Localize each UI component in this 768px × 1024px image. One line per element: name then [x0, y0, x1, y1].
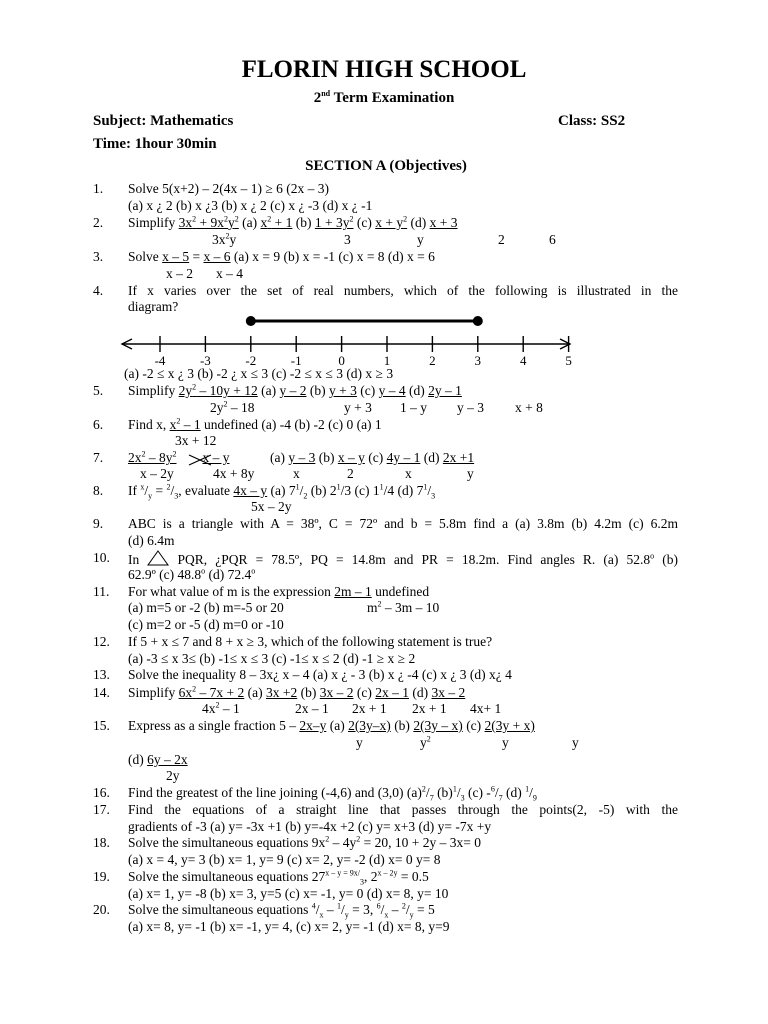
fraction-denominator: 5x – 2y [251, 499, 292, 514]
question-5-text: Simplify $2y^2 - 10y + 12$ (a) y – 2 (b) y + 3 (c) y – 4 (d) 2y – 1 [128, 382, 462, 398]
option-denominator: y [572, 735, 579, 750]
school-title: FLORIN HIGH SCHOOL [241, 56, 527, 83]
option-denominator: x + 8 [515, 400, 543, 415]
number-line-label: 0 [338, 353, 345, 368]
right-endpoint [473, 317, 482, 326]
question-number: 1. [93, 181, 104, 196]
option-denominator: 2x – 1 [295, 701, 329, 716]
question-4-text-cont: diagram? [128, 299, 179, 314]
fraction-denominator: 3x + 12 [175, 433, 217, 448]
question-9-text: ABC is a triangle with A = 38º, C = 72º and b = 5.8m find a (a) 3.8m (b) 4.2m (c) 6.2m [128, 516, 678, 531]
question-12-options: (a) -3 ≤ x 3≤ (b) -1≤ x ≤ 3 (c) -1≤ x ≤ 2 (d) -1 ≥ x ≥ 2 [128, 651, 416, 666]
question-6-text: Find x, $x^2 - 1$ undefined (a) -4 (b) -2 (c) 0 (a) 1 [128, 416, 382, 432]
question-11-text: For what value of m is the expression 2m – 1 undefined [128, 584, 430, 599]
question-number: 12. [93, 634, 110, 649]
question-number: 8. [93, 483, 104, 498]
fraction-denominator: 2y [166, 768, 180, 783]
question-number: 13. [93, 667, 110, 682]
question-8-text: If $^x/_y = ^2/_3$, evaluate 4x – y (a) $7^1/_2$ (b) $2^1/3$ (c) $1^1/4$ (d) $7^1/_3$ [128, 482, 436, 501]
question-16-text: Find the greatest of the line joining (-4,6) and (3,0) $(a)^2/_7$ $(b)^1/_3$ (c) $-^6/_7$ (d) $^1/_9$ [128, 784, 537, 803]
option-denominator: 2x + 1 [352, 701, 387, 716]
left-endpoint [246, 317, 255, 326]
fraction-denominator: $4x^2 - 1$ [202, 700, 240, 716]
question-number: 10. [93, 550, 110, 565]
question-15-text: Express as a single fraction 5 – 2x–y (a) 2(3y–x) (b) 2(3y – x) (c) 2(3y + x) [128, 718, 535, 733]
question-9-text-cont: (d) 6.4m [128, 533, 175, 548]
option-denominator: 3 [344, 232, 351, 247]
number-line-label: 2 [429, 353, 436, 368]
question-number: 3. [93, 249, 104, 264]
question-7-text: $2x^2 - 8y^2$ x – y [128, 449, 230, 465]
number-line-label: -1 [290, 353, 302, 368]
option-denominator: x [405, 466, 412, 481]
question-13-text: Solve the inequality 8 – 3x¿ x – 4 (a) x ¿ - 3 (b) x ¿ -4 (c) x ¿ 3 (d) x¿ 4 [128, 667, 512, 682]
question-10-text-cont: 62.9º (c) 48.8$^o$ (d) 72.4$^o$ [128, 566, 256, 582]
option-denominator: 2 [347, 466, 354, 481]
question-11-options-cont: (c) m=2 or -5 (d) m=0 or -10 [128, 617, 284, 632]
option-denominator: x [293, 466, 300, 481]
question-number: 11. [93, 584, 110, 599]
question-3-text: Solve x – 5 = x – 6 (a) x = 9 (b) x = -1 (c) x = 8 (d) x = 6 [128, 249, 435, 264]
question-11-options: (a) m=5 or -2 (b) m=-5 or 20 [128, 600, 284, 615]
question-number: 16. [93, 785, 110, 800]
question-17-text: Find the equations of a straight line that passes through the points(2, -5) with the [128, 802, 678, 817]
question-10-text: In PQR, ¿PQR = 78.5º, PQ = 14.8m and PR = 18.2m. Find angles R. (a) 52.8$^o$ (b) [128, 551, 678, 567]
option-denominator: 1 – y [400, 400, 427, 415]
question-14-text: Simplify $6x^2 - 7x + 2$ (a) 3x +2 (b) 3x – 2 (c) 2x – 1 (d) 3x – 2 [128, 684, 466, 700]
option-denominator: 2 [498, 232, 505, 247]
question-1-options: (a) x ¿ 2 (b) x ¿3 (b) x ¿ 2 (c) x ¿ -3 (d) x ¿ -1 [128, 198, 373, 213]
number-line-axis [122, 339, 570, 349]
fraction-denominator: x – 2y [140, 466, 174, 481]
number-line-label: -3 [199, 353, 211, 368]
time-label: Time: 1hour 30min [93, 136, 217, 152]
fraction-denominator: y [356, 735, 363, 750]
number-line-label: 3 [474, 353, 482, 368]
question-number: 9. [93, 516, 104, 531]
fraction-denominator: $2y^2 - 18$ [210, 399, 255, 415]
fraction-denominator: $m^2 - 3m - 10$ [367, 599, 440, 615]
question-19-options: (a) x= 1, y= -8 (b) x= 3, y=5 (c) x= -1, y= 0 (d) x= 8, y= 10 [128, 886, 449, 901]
option-denominator: y – 3 [457, 400, 484, 415]
option-denominator: y + 3 [344, 400, 372, 415]
question-17-text-cont: gradients of -3 (a) y= -3x +1 (b) y=-4x +2 (c) y= x+3 (d) y= -7x +y [128, 819, 492, 834]
question-2-denominator: $3x^2y$ [212, 231, 237, 247]
question-20-options: (a) x= 8, y= -1 (b) x= -1, y= 4, (c) x= 2, y= -1 (d) x= 8, y=9 [128, 919, 450, 934]
question-4-text: If x varies over the set of real numbers, which of the following is illustrated in the [128, 283, 678, 298]
question-number: 2. [93, 215, 104, 230]
section-heading: SECTION A (Objectives) [305, 158, 467, 174]
question-18-options: (a) x = 4, y= 3 (b) x= 1, y= 9 (c) x= 2, y= -2 (d) x= 0 y= 8 [128, 852, 441, 867]
class-label: Class: SS2 [558, 113, 626, 129]
number-line-label: 5 [565, 353, 572, 368]
option-denominator: $y^2$ [420, 734, 431, 750]
question-number: 20. [93, 902, 110, 917]
option-denominator: y [502, 735, 509, 750]
question-number: 15. [93, 718, 110, 733]
option-denominator: y [417, 232, 424, 247]
question-7-options: (a) y – 3 (b) x – y (c) 4y – 1 (d) 2x +1 [270, 450, 475, 465]
question-number: 14. [93, 685, 110, 700]
subject-label: Subject: Mathematics [93, 113, 234, 129]
fraction-denominator: 4x + 8y [213, 466, 255, 481]
question-number: 4. [93, 283, 104, 298]
question-18-text: Solve the simultaneous equations $9x^2 - 4y^2 = 20$, 10 + 2y – 3x= 0 [128, 834, 481, 850]
option-denominator: y [467, 466, 474, 481]
option-denominator: 6 [549, 232, 556, 247]
question-number: 6. [93, 417, 104, 432]
triangle-icon [147, 550, 169, 566]
option-denominator: 4x+ 1 [470, 701, 502, 716]
question-19-text: Solve the simultaneous equations 27$^{x - y}$ = $^{9x/}_3$, $2^{x - 2y} = 0.5$ [128, 868, 429, 887]
number-line-label: -4 [154, 353, 166, 368]
multiply-cross-icon [187, 452, 213, 470]
question-2-text: Simplify $3x^2 + 9x^2y^2$ (a) $x^2 + 1$ (b) $1 + 3y^2$ (c) $x + y^2$ (d) x + 3 [128, 214, 458, 230]
number-line-label: 4 [519, 353, 527, 368]
question-1-text: Solve 5(x+2) – 2(4x – 1) ≥ 6 (2x – 3) [128, 181, 329, 196]
question-number: 17. [93, 802, 110, 817]
number-line-label: 1 [383, 353, 391, 368]
number-line-label: -2 [245, 353, 257, 368]
question-20-text: Solve the simultaneous equations $^4/_x - ^1/_y = 3$, $^6/_x - ^2/_y = 5$ [128, 901, 435, 920]
question-number: 18. [93, 835, 110, 850]
question-number: 5. [93, 383, 104, 398]
number-line [118, 313, 578, 369]
question-number: 19. [93, 869, 110, 884]
question-4-options: (a) -2 ≤ x ¿ 3 (b) -2 ¿ x ≤ 3 (c) -2 ≤ x ≤ 3 (d) x ≥ 3 [124, 366, 394, 381]
question-15-option-d: (d) 6y – 2x [128, 752, 188, 767]
question-12-text: If 5 + x ≤ 7 and 8 + x ≥ 3, which of the following statement is true? [128, 634, 493, 649]
question-number: 7. [93, 450, 104, 465]
option-denominator: 2x + 1 [412, 701, 447, 716]
exam-title: 2nd Term Examination [313, 89, 455, 106]
fraction-denominator: x – 4 [216, 266, 243, 281]
fraction-denominator: x – 2 [166, 266, 193, 281]
